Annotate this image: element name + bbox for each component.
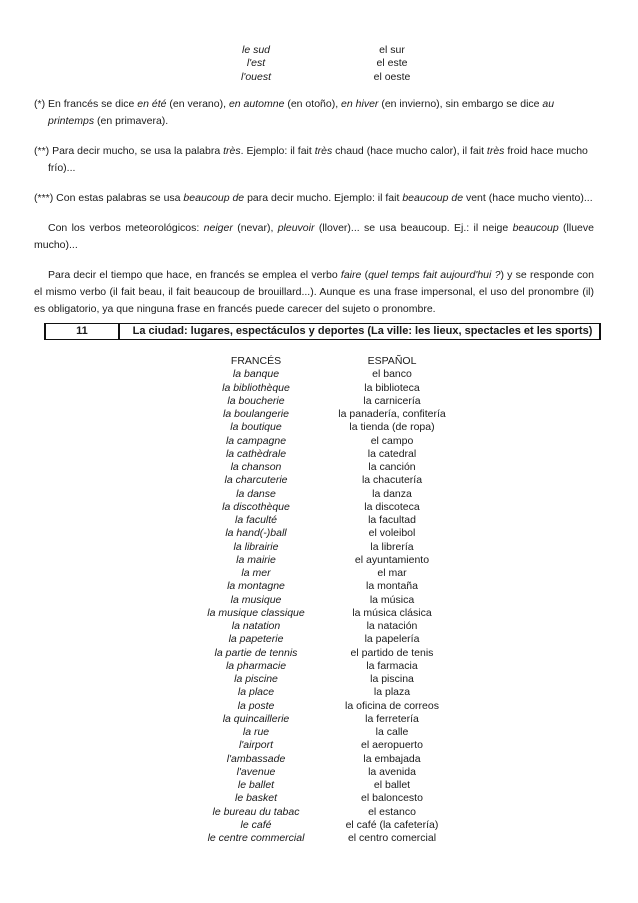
- vocab-spanish: la farmacia: [366, 659, 418, 672]
- vocab-row: [0, 792, 638, 805]
- vocab-spanish: la canción: [368, 461, 416, 473]
- vocab-row: [0, 607, 638, 620]
- vocab-french: la charcuterie: [224, 474, 288, 487]
- vocab-row: [0, 766, 638, 779]
- vocab-row: [0, 368, 638, 381]
- vocab-spanish: la papelería: [364, 633, 420, 646]
- vocab-french: le sud: [241, 44, 271, 56]
- vocab-spanish: la montaña: [366, 580, 418, 593]
- vocab-french: la boulangerie: [223, 408, 289, 420]
- vocab-row: [0, 713, 638, 726]
- vocab-row: [0, 832, 638, 845]
- vocab-french: la librairie: [233, 540, 279, 553]
- vocab-spanish: la discoteca: [364, 500, 420, 513]
- vocab-spanish: la librería: [370, 540, 414, 553]
- vocab-spanish: el ayuntamiento: [354, 553, 430, 566]
- vocab-french: la campagne: [225, 434, 287, 447]
- column-header-french: FRANCÉS: [230, 355, 282, 367]
- vocab-french: la chanson: [230, 461, 282, 473]
- vocab-french: la danse: [236, 487, 276, 500]
- vocab-spanish: la natación: [366, 620, 418, 632]
- vocab-row: [0, 567, 638, 580]
- vocab-row: [0, 448, 638, 461]
- note-beaucoup: (***) Con estas palabras se usa beaucoup de para decir mucho. Ejemplo: il fait beaucoup de vent (hace mucho viento)...: [34, 192, 593, 204]
- vocab-spanish: el voleibol: [368, 527, 416, 540]
- vocab-row: [0, 554, 638, 567]
- vocab-french: la musique classique: [207, 606, 305, 619]
- vocab-row: [0, 527, 638, 540]
- vocab-spanish: la avenida: [368, 765, 416, 778]
- vocab-french: la mer: [241, 567, 271, 579]
- vocab-french: l'ambassade: [226, 752, 286, 765]
- vocab-spanish: el estanco: [368, 805, 416, 818]
- vocab-french: la faculté: [234, 514, 278, 526]
- vocab-french: la papeterie: [228, 633, 284, 646]
- vocab-spanish: el ballet: [373, 779, 411, 791]
- vocab-french: la mairie: [236, 553, 276, 566]
- vocab-french: la cathèdrale: [225, 447, 287, 460]
- vocab-french: la partie de tennis: [214, 646, 298, 659]
- vocab-header-row: [0, 355, 638, 368]
- paragraph-faire: Para decir el tiempo que hace, en francés se emplea el verbo faire (quel temps fait aujourd'hui ?) y se responde con el mismo verbo (il fait beau, il fait beaucoup de brouillard...). Aunque es una frase impersonal, el uso del pronombre (il) es obligatorio, ya que ninguna frase en francés puede carecer del sujeto o pronombre.: [34, 269, 594, 315]
- vocab-spanish: la chacutería: [361, 474, 423, 487]
- vocab-spanish: la música clásica: [352, 606, 432, 619]
- vocab-row: [0, 474, 638, 487]
- note-seasons: (*) En francés se dice en été (en verano), en automne (en otoño), en hiver (en invierno), sin embargo se dice au printemps (en primavera).: [34, 98, 555, 127]
- vocab-french: la natation: [231, 620, 281, 632]
- vocab-french: la bibliothèque: [222, 381, 290, 394]
- vocab-row: [0, 753, 638, 766]
- vocab-spanish: el centro comercial: [347, 832, 437, 844]
- vocab-spanish: la música: [369, 593, 415, 606]
- vocab-spanish: la danza: [372, 487, 412, 500]
- vocab-list: [0, 355, 638, 845]
- vocab-french: la rue: [242, 726, 270, 738]
- vocab-spanish: el café (la cafetería): [345, 818, 439, 831]
- paragraph-weather-verbs: Con los verbos meteorológicos: neiger (nevar), pleuvoir (llover)... se usa beaucoup. Ej.: il neige beaucoup (llueve mucho)...: [34, 222, 594, 251]
- vocab-row: [0, 382, 638, 395]
- vocab-french: la boucherie: [227, 394, 285, 407]
- vocab-french: l'est: [246, 57, 266, 70]
- vocab-french: le bureau du tabac: [212, 805, 300, 818]
- vocab-spanish: la oficina de correos: [345, 699, 439, 712]
- vocab-row: [0, 395, 638, 408]
- vocab-spanish: el mar: [377, 567, 407, 579]
- vocab-row: [0, 501, 638, 514]
- vocab-spanish: la biblioteca: [364, 381, 420, 394]
- vocab-french: la poste: [237, 699, 275, 712]
- vocab-french: le centre commercial: [207, 832, 305, 844]
- vocab-row: [0, 819, 638, 832]
- vocab-french: la montagne: [227, 580, 285, 593]
- vocab-spanish: el banco: [372, 368, 412, 381]
- vocab-french: le ballet: [237, 779, 275, 791]
- vocab-row: [0, 71, 638, 84]
- vocab-spanish: la carnicería: [363, 394, 421, 407]
- vocab-row: [0, 779, 638, 792]
- vocab-spanish: la plaza: [373, 686, 411, 699]
- vocab-spanish: la piscina: [370, 673, 414, 685]
- vocab-french: la musique: [230, 593, 282, 606]
- vocab-row: [0, 726, 638, 739]
- vocab-french: l'airport: [238, 739, 274, 752]
- section-title: La ciudad: lugares, espectáculos y deportes (La ville: les lieux, spectacles et les sports): [132, 325, 593, 337]
- vocab-spanish: la ferretería: [365, 712, 419, 725]
- vocab-row: [0, 44, 638, 57]
- vocab-spanish: el aeropuerto: [361, 739, 423, 752]
- vocab-french: la discothèque: [222, 500, 290, 513]
- vocab-spanish: el campo: [370, 434, 414, 447]
- vocab-french: l'avenue: [236, 765, 276, 778]
- vocab-spanish: la catedral: [367, 447, 417, 460]
- vocab-row: [0, 594, 638, 607]
- vocab-french: le café: [240, 818, 272, 831]
- vocab-row: [0, 806, 638, 819]
- vocab-spanish: la tienda (de ropa): [349, 421, 435, 434]
- vocab-french: la place: [237, 686, 275, 699]
- vocab-french: le basket: [234, 792, 278, 805]
- vocab-spanish: el sur: [379, 44, 405, 56]
- vocab-french: la hand(-)ball: [225, 527, 287, 540]
- vocab-row: [0, 461, 638, 474]
- vocab-french: la banque: [232, 368, 280, 381]
- vocab-row: [0, 686, 638, 699]
- grammar-notes: [34, 96, 594, 331]
- vocab-spanish: el partido de tenis: [350, 646, 434, 659]
- vocab-spanish: la facultad: [368, 514, 416, 526]
- vocab-row: [0, 633, 638, 646]
- vocab-spanish: la panadería, confitería: [338, 408, 446, 420]
- vocab-row: [0, 541, 638, 554]
- vocab-row: [0, 421, 638, 434]
- vocab-french: la boutique: [230, 421, 282, 434]
- vocab-spanish: el oeste: [373, 70, 411, 83]
- vocab-row: [0, 700, 638, 713]
- section-header: [44, 323, 601, 340]
- vocab-spanish: el este: [376, 57, 408, 70]
- vocab-row: [0, 580, 638, 593]
- vocab-row: [0, 620, 638, 633]
- vocab-row: [0, 57, 638, 70]
- vocab-row: [0, 739, 638, 752]
- vocab-row: [0, 673, 638, 686]
- vocab-row: [0, 488, 638, 501]
- vocab-spanish: la calle: [375, 726, 409, 738]
- top-vocab-list: [0, 44, 638, 84]
- vocab-row: [0, 408, 638, 421]
- vocab-french: la quincaillerie: [222, 712, 290, 725]
- vocab-row: [0, 647, 638, 660]
- vocab-row: [0, 660, 638, 673]
- section-number: 11: [46, 324, 120, 339]
- vocab-spanish: el baloncesto: [361, 792, 423, 805]
- vocab-french: l'ouest: [240, 70, 272, 83]
- vocab-row: [0, 514, 638, 527]
- column-header-spanish: ESPAÑOL: [367, 355, 417, 367]
- vocab-french: la pharmacie: [225, 659, 287, 672]
- note-tres: (**) Para decir mucho, se usa la palabra très. Ejemplo: il fait très chaud (hace mucho calor), il fait très froid hace mucho frío)...: [34, 145, 588, 174]
- vocab-spanish: la embajada: [363, 752, 421, 765]
- vocab-french: la piscine: [234, 673, 278, 685]
- vocab-row: [0, 435, 638, 448]
